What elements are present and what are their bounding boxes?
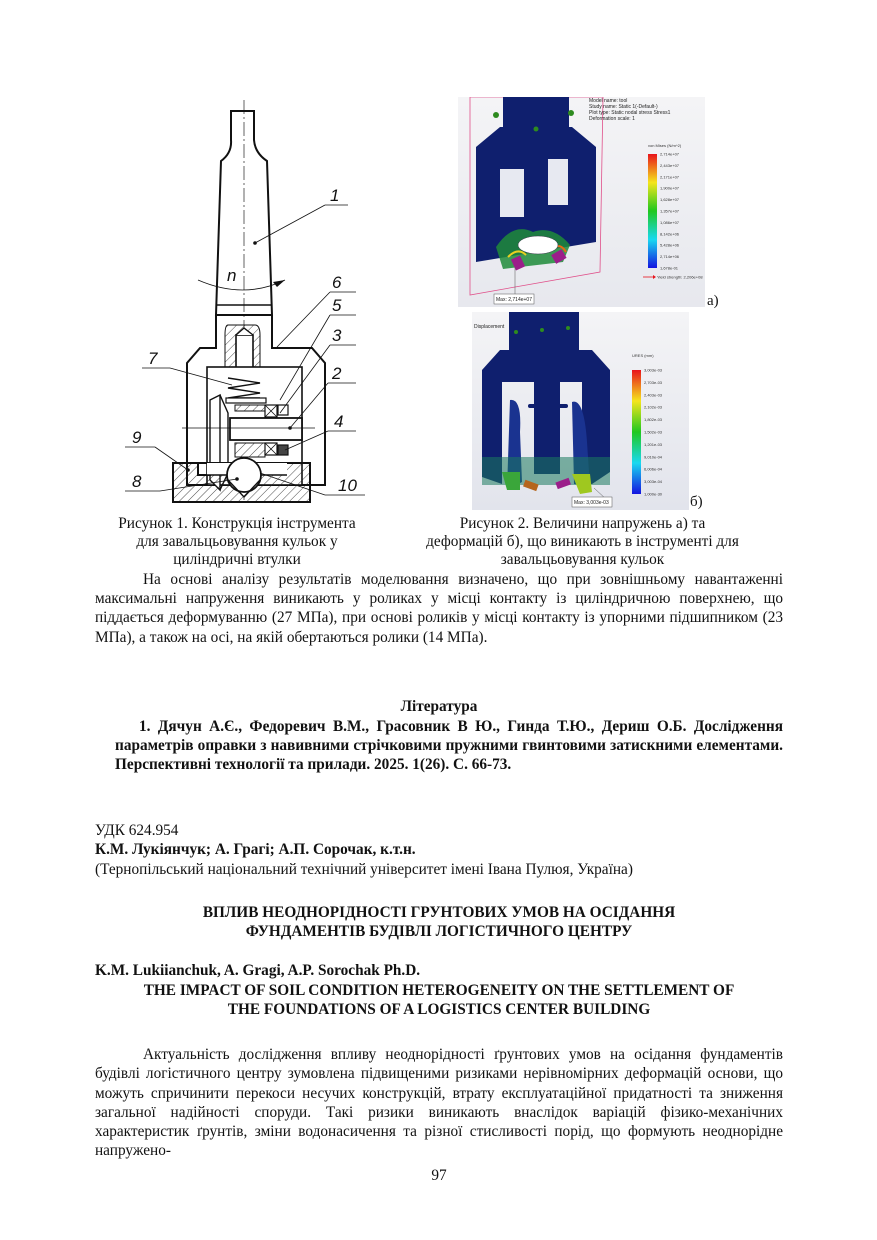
figure-2a-stress-plot — [458, 97, 705, 307]
fea-a-header-line: Plot type: Static nodal stress Stress1 — [589, 110, 671, 116]
legend-tick-label: 8,142e+06 — [660, 231, 680, 237]
legend-tick-label: 1,201e-03 — [644, 441, 663, 447]
legend-tick-label: 1,357e+07 — [660, 208, 680, 214]
legend-tick-label: 5,428e+06 — [660, 242, 680, 248]
legend-tick-label: 2,403e-03 — [644, 392, 663, 398]
legend-tick-label: 2,443e+07 — [660, 162, 680, 168]
part-number-4: 4 — [334, 412, 344, 431]
fea-a-header-line: Model name: tool — [589, 98, 628, 104]
abstract-paragraph: Актуальність дослідження впливу неоднорідності ґрунтових умов на осідання фундаментів будівлі логістичного центру зумовлена підвищеними ризиками нерівномірних деформацій основи, що можуть спричинити перекоси несучих конструкцій, втрату експлуатаційної придатності та зниження загальної надійності споруди. Такі ризики виникають внаслідок варіацій фізико-механічних характеристик ґрунтів, зміни водонасичення та різної стисливості порід, що формують неоднорідне напружено- — [95, 1046, 783, 1160]
legend-tick-label: 3,003e-03 — [644, 367, 663, 373]
fea-a-yield-strength: Yield strength: 2,206e+08 — [657, 274, 703, 280]
reference-item: 1. Дячун А.Є., Федоревич В.М., Грасовник В Ю., Гинда Т.Ю., Дериш О.Б. Дослідження параметрів оправки з навивними стрічковими пружними гвинтовими затискними елементами. Перспективні технології та прилади. 2025. 1(26). С. 66-73. — [115, 718, 783, 773]
authors-en: K.M. Lukiianchuk, A. Gragi, A.P. Sorochak Ph.D. — [95, 962, 421, 979]
fea-b-legend-title: URES (mm) — [632, 353, 654, 358]
legend-tick-label: 9,010e-04 — [644, 454, 663, 460]
figure-2b-label: б) — [690, 494, 703, 510]
fea-a-color-scale — [648, 154, 657, 268]
part-number-1: 1 — [330, 186, 340, 205]
legend-tick-label: 2,171e+07 — [660, 174, 680, 180]
legend-tick-label: 1,086e+07 — [660, 219, 680, 225]
page-number: 97 — [431, 1167, 447, 1184]
figure-2a-label: а) — [707, 293, 719, 309]
legend-tick-label: 1,000e-30 — [644, 491, 663, 497]
part-number-2: 2 — [332, 364, 342, 383]
fea-a-legend-title: von Mises (N/m^2) — [648, 143, 682, 148]
part-number-3: 3 — [332, 326, 342, 345]
part-number-5: 5 — [332, 296, 342, 315]
legend-tick-label: 1,628e+07 — [660, 197, 680, 203]
affiliation: (Тернопільський національний технічний університет імені Івана Пулюя, Україна) — [95, 861, 633, 878]
legend-tick-label: 2,703e-03 — [644, 379, 663, 385]
legend-tick-label: 1,502e-03 — [644, 429, 663, 435]
part-number-8: 8 — [132, 472, 142, 491]
fea-b-header-line: Displacement — [474, 324, 505, 330]
fea-a-header-line: Study name: Static 1(-Default-) — [589, 104, 658, 110]
part-number-7: 7 — [148, 349, 158, 368]
part-number-10: 10 — [338, 476, 357, 495]
ball — [227, 458, 261, 492]
fea-b-max-callout: Max: 3,003e-03 — [574, 500, 609, 506]
authors-uk: К.М. Лукіянчук; А. Грагі; А.П. Сорочак, к.т.н. — [95, 841, 416, 858]
fea-a-max-callout: Max: 2,714e+07 — [496, 297, 532, 303]
title-en: THE IMPACT OF SOIL CONDITION HETEROGENEITY ON THE SETTLEMENT OF THE FOUNDATIONS OF A LOGISTICS CENTER BUILDING — [143, 982, 735, 1018]
part-number-9: 9 — [132, 428, 142, 447]
legend-tick-label: 2,714e+07 — [660, 151, 680, 157]
legend-tick-label: 1,900e+07 — [660, 185, 680, 191]
figure-1-drawing — [110, 95, 380, 515]
fea-b-color-scale — [632, 370, 641, 494]
legend-tick-label: 2,102e-03 — [644, 404, 663, 410]
body-paragraph: На основі аналізу результатів моделювання визначено, що при зовнішньому навантаженні максимальні напруження виникають у роликах у місці контакту із циліндричною поверхнею, що піддається деформуванню (27 МПа), при основі роликів у місці контакту із упорними підшипником (23 МПа), а також на осі, на якій обертаються ролики (14 МПа). — [95, 571, 783, 646]
figure-1-caption: Рисунок 1. Конструкція інструмента для завальцьовування кульок у циліндричні втулки — [118, 515, 356, 568]
figure-2b-displacement-plot — [472, 312, 689, 510]
legend-tick-label: 2,714e+06 — [660, 254, 680, 260]
part-number-6: 6 — [332, 273, 342, 292]
legend-tick-label: 6,006e-04 — [644, 466, 663, 472]
fea-a-header-line: Deformation scale: 1 — [589, 116, 635, 122]
title-uk: ВПЛИВ НЕОДНОРІДНОСТІ ГРУНТОВИХ УМОВ НА ОСІДАННЯ ФУНДАМЕНТІВ БУДІВЛІ ЛОГІСТИЧНОГО ЦЕНТРУ — [202, 904, 676, 940]
udc-code: УДК 624.954 — [95, 822, 179, 839]
figure-2-caption: Рисунок 2. Величини напружень а) та деформацій б), що виникають в інструменті для завальцьовування кульок — [426, 515, 739, 568]
legend-tick-label: 1,802e-03 — [644, 417, 663, 423]
legend-tick-label: 3,003e-04 — [644, 479, 663, 485]
rotation-label: n — [227, 266, 237, 285]
references-heading: Література — [400, 698, 478, 715]
legend-tick-label: 1,678e-01 — [660, 265, 679, 271]
